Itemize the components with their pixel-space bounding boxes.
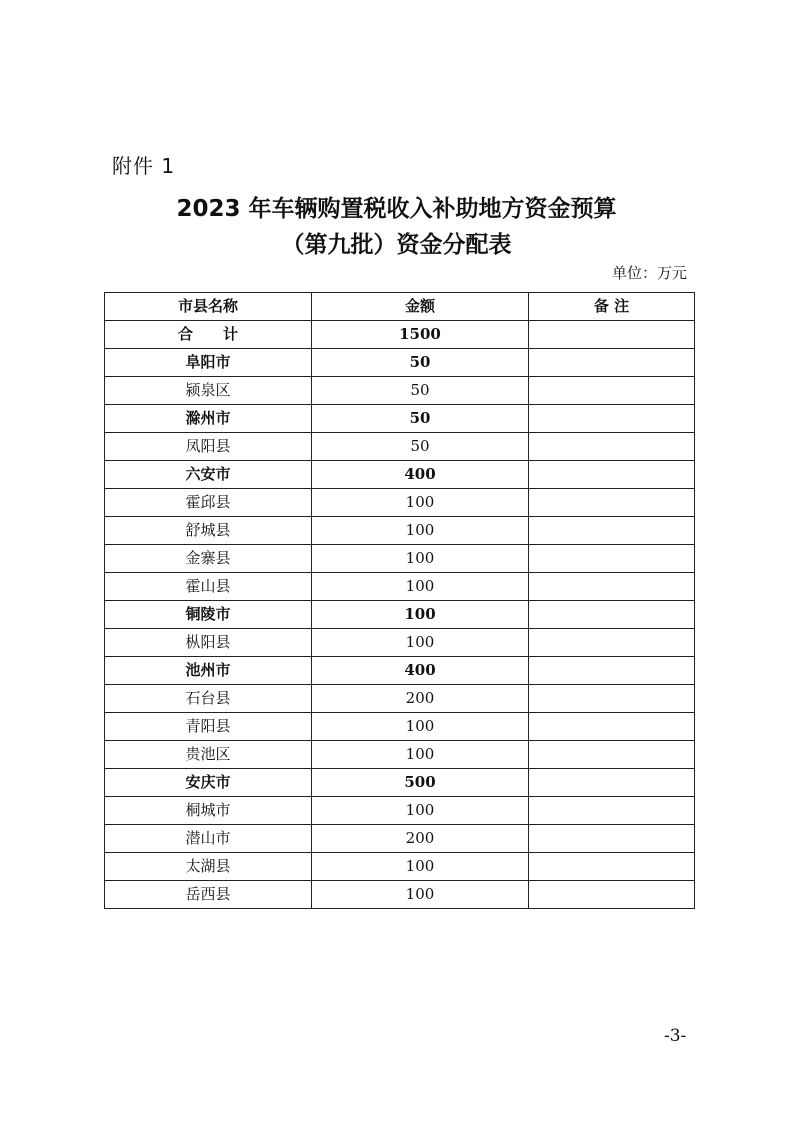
amount-cell: 50: [312, 433, 529, 461]
remarks-cell: [529, 461, 695, 489]
name-cell: 六安市: [105, 461, 312, 489]
amount-cell: 100: [312, 517, 529, 545]
table-header-row: [105, 293, 695, 321]
table-row: [105, 797, 695, 825]
attachment-label: 附件 1: [112, 154, 176, 178]
remarks-cell: [529, 377, 695, 405]
table-row: [105, 461, 695, 489]
unit-label: 单位：万元: [611, 264, 687, 282]
name-cell: 枞阳县: [105, 629, 312, 657]
table-row: [105, 545, 695, 573]
remarks-cell: [529, 713, 695, 741]
name-cell: 太湖县: [105, 853, 312, 881]
name-cell: 安庆市: [105, 769, 312, 797]
table-row: [105, 489, 695, 517]
remarks-cell: [529, 545, 695, 573]
table-row: [105, 825, 695, 853]
amount-cell: 100: [312, 741, 529, 769]
name-cell: 石台县: [105, 685, 312, 713]
remarks-cell: [529, 657, 695, 685]
header-city-county-name: 市县名称: [105, 293, 312, 321]
remarks-cell: [529, 405, 695, 433]
table-body: [105, 321, 695, 909]
document-title-line-2: （第九批）资金分配表: [281, 232, 512, 258]
document-title-line-1: 2023 年车辆购置税收入补助地方资金预算: [176, 196, 617, 222]
name-cell: 颍泉区: [105, 377, 312, 405]
name-cell: 滁州市: [105, 405, 312, 433]
table-row: [105, 405, 695, 433]
name-cell: 潜山市: [105, 825, 312, 853]
remarks-cell: [529, 797, 695, 825]
amount-cell: 100: [312, 601, 529, 629]
amount-cell: 50: [312, 377, 529, 405]
remarks-cell: [529, 601, 695, 629]
amount-cell: 100: [312, 713, 529, 741]
table-row: [105, 853, 695, 881]
name-cell: 岳西县: [105, 881, 312, 909]
amount-cell: 500: [312, 769, 529, 797]
name-cell: 合 计: [105, 321, 312, 349]
name-cell: 舒城县: [105, 517, 312, 545]
name-cell: 阜阳市: [105, 349, 312, 377]
remarks-cell: [529, 741, 695, 769]
remarks-cell: [529, 573, 695, 601]
table-row: [105, 685, 695, 713]
amount-cell: 100: [312, 573, 529, 601]
remarks-cell: [529, 629, 695, 657]
table-row: [105, 377, 695, 405]
remarks-cell: [529, 489, 695, 517]
amount-cell: 100: [312, 853, 529, 881]
header-remarks: 备 注: [529, 293, 695, 321]
remarks-cell: [529, 321, 695, 349]
table-row: [105, 713, 695, 741]
remarks-cell: [529, 517, 695, 545]
amount-cell: 100: [312, 489, 529, 517]
name-cell: 池州市: [105, 657, 312, 685]
table-row: [105, 741, 695, 769]
remarks-cell: [529, 853, 695, 881]
name-cell: 霍邱县: [105, 489, 312, 517]
table-row: [105, 657, 695, 685]
table-row: [105, 433, 695, 461]
name-cell: 金寨县: [105, 545, 312, 573]
amount-cell: 100: [312, 881, 529, 909]
amount-cell: 200: [312, 685, 529, 713]
amount-cell: 1500: [312, 321, 529, 349]
amount-cell: 100: [312, 629, 529, 657]
amount-cell: 50: [312, 349, 529, 377]
remarks-cell: [529, 825, 695, 853]
table-row: [105, 349, 695, 377]
name-cell: 凤阳县: [105, 433, 312, 461]
remarks-cell: [529, 349, 695, 377]
table-row: [105, 601, 695, 629]
name-cell: 贵池区: [105, 741, 312, 769]
remarks-cell: [529, 769, 695, 797]
name-cell: 霍山县: [105, 573, 312, 601]
page-number: -3-: [664, 1026, 687, 1046]
remarks-cell: [529, 685, 695, 713]
amount-cell: 50: [312, 405, 529, 433]
amount-cell: 400: [312, 461, 529, 489]
header-amount: 金额: [312, 293, 529, 321]
amount-cell: 100: [312, 797, 529, 825]
amount-cell: 100: [312, 545, 529, 573]
name-cell: 铜陵市: [105, 601, 312, 629]
amount-cell: 400: [312, 657, 529, 685]
remarks-cell: [529, 433, 695, 461]
allocation-table: [104, 292, 695, 909]
table-row: [105, 573, 695, 601]
table-row: [105, 629, 695, 657]
table-row: [105, 881, 695, 909]
table-row: [105, 769, 695, 797]
amount-cell: 200: [312, 825, 529, 853]
table-row: [105, 517, 695, 545]
name-cell: 青阳县: [105, 713, 312, 741]
remarks-cell: [529, 881, 695, 909]
total-row: [105, 321, 695, 349]
name-cell: 桐城市: [105, 797, 312, 825]
